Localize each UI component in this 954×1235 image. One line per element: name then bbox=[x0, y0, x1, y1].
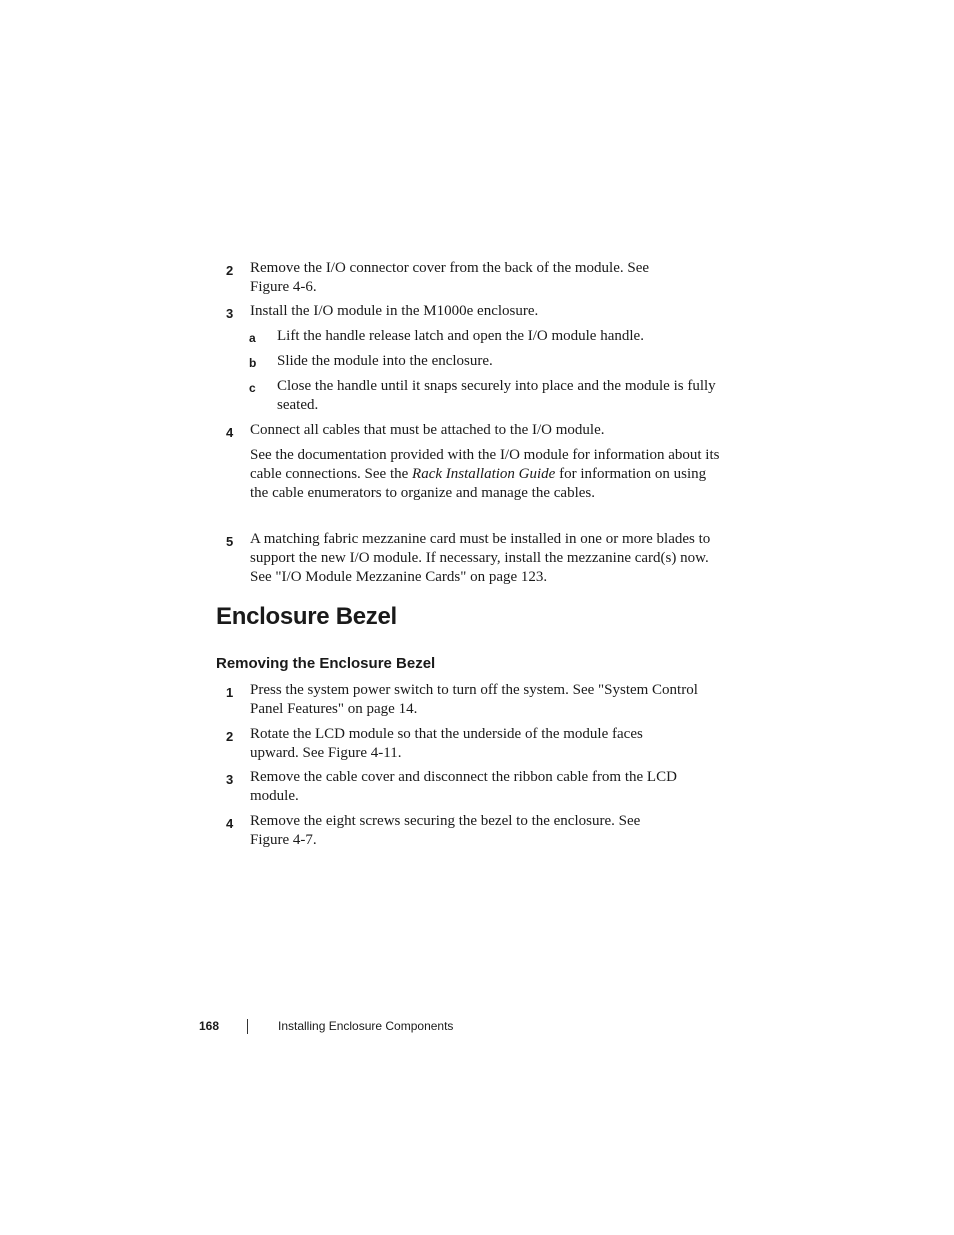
list-item bbox=[226, 725, 726, 763]
section-title: Enclosure Bezel bbox=[216, 603, 397, 630]
list-item bbox=[226, 768, 726, 806]
substep-text: Close the handle until it snaps securely into place and the module is fully seated. bbox=[277, 378, 716, 413]
step-number: 2 bbox=[226, 263, 234, 278]
step-text: Remove the I/O connector cover from the back of the module. See Figure 4-6. bbox=[250, 260, 650, 295]
list-item bbox=[226, 302, 726, 321]
step-text: Press the system power switch to turn off the system. See "System Control Panel Features" on page 14. bbox=[250, 682, 698, 717]
step-number: 4 bbox=[226, 816, 234, 831]
step-text: Remove the eight screws securing the bezel to the enclosure. See Figure 4-7. bbox=[250, 813, 641, 848]
step-text: A matching fabric mezzanine card must be installed in one or more blades to support the new I/O module. If necessary, install the mezzanine card(s) now. See "I/O Module Mezzanine Cards" on page 123. bbox=[250, 531, 711, 585]
note-text: See the documentation provided with the I/O module for information about its cable connections. See the bbox=[250, 447, 720, 482]
list-item bbox=[226, 530, 726, 587]
step-number: 3 bbox=[226, 772, 234, 787]
subsection-title: Removing the Enclosure Bezel bbox=[216, 655, 436, 672]
list-item bbox=[226, 681, 726, 719]
step-number: 4 bbox=[226, 425, 234, 440]
substep-text: Lift the handle release latch and open the I/O module handle. bbox=[277, 328, 644, 344]
substep-letter: a bbox=[249, 331, 256, 345]
step-text: Remove the cable cover and disconnect the ribbon cable from the LCD module. bbox=[250, 769, 677, 804]
list-item bbox=[249, 352, 719, 371]
list-item bbox=[226, 812, 726, 850]
list-item bbox=[249, 377, 719, 415]
step-number: 1 bbox=[226, 685, 234, 700]
step-number: 3 bbox=[226, 306, 234, 321]
chapter-title: Installing Enclosure Components bbox=[278, 1019, 454, 1033]
list-item bbox=[226, 259, 726, 297]
substep-letter: c bbox=[249, 381, 256, 395]
note-text: for information on using the cable enumerators to organize and manage the cables. bbox=[250, 466, 707, 501]
step-note bbox=[250, 446, 720, 503]
substep-letter: b bbox=[249, 356, 257, 370]
step-text: Rotate the LCD module so that the underside of the module faces upward. See Figure 4-11. bbox=[250, 726, 643, 761]
step-text: Install the I/O module in the M1000e enclosure. bbox=[250, 303, 539, 319]
guide-title: Rack Installation Guide bbox=[412, 466, 556, 482]
step-text: Connect all cables that must be attached to the I/O module. bbox=[250, 422, 605, 438]
list-item bbox=[226, 421, 726, 440]
substep-text: Slide the module into the enclosure. bbox=[277, 353, 493, 369]
footer-divider bbox=[247, 1019, 248, 1034]
step-number: 5 bbox=[226, 534, 234, 549]
list-item bbox=[249, 327, 719, 346]
page-number: 168 bbox=[199, 1019, 220, 1033]
step-number: 2 bbox=[226, 729, 234, 744]
